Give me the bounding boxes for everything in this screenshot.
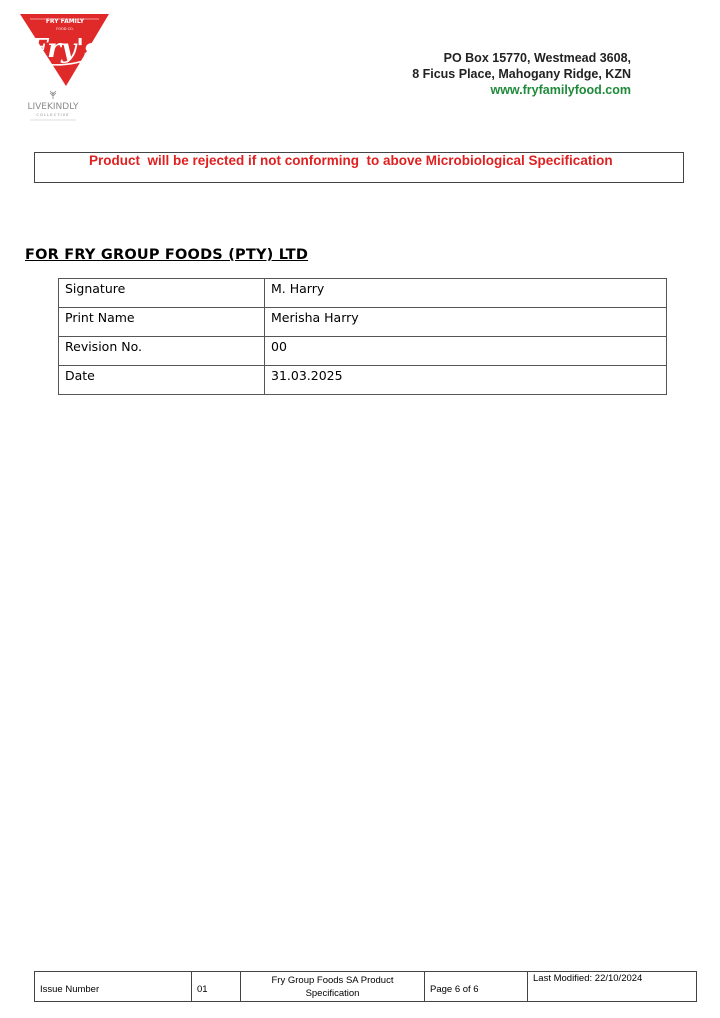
rejection-notice-text: Product will be rejected if not conforming to above Microbiological Specification <box>89 153 613 168</box>
footer-doc-title-line-2: Specification <box>305 987 360 999</box>
company-heading: FOR FRY GROUP FOODS (PTY) LTD <box>25 247 309 263</box>
frys-logo <box>18 12 113 124</box>
svg-text:COLLECTIVE: COLLECTIVE <box>36 112 70 117</box>
footer-doc-title <box>241 972 425 1002</box>
footer-doc-title-line-1: Fry Group Foods SA Product <box>271 974 394 986</box>
website-link[interactable]: www.fryfamilyfood.com <box>490 83 631 97</box>
signature-table-label: Signature <box>59 279 265 308</box>
signature-table-value: 00 <box>265 337 667 366</box>
frys-logo-graphic <box>18 12 113 124</box>
footer-issue-label: Issue Number <box>35 972 192 1002</box>
signature-table-label: Print Name <box>59 308 265 337</box>
rejection-notice-box <box>34 152 684 183</box>
svg-text:Fry's: Fry's <box>29 34 99 64</box>
company-address <box>412 50 631 98</box>
footer-issue-value: 01 <box>192 972 241 1002</box>
address-line-2: 8 Ficus Place, Mahogany Ridge, KZN <box>412 67 631 81</box>
footer-page-number: Page 6 of 6 <box>425 972 528 1002</box>
signature-table-row <box>59 279 667 308</box>
document-footer <box>34 971 697 1002</box>
signature-table-label: Date <box>59 366 265 395</box>
svg-text:LIVEKINDLY: LIVEKINDLY <box>27 102 79 112</box>
signature-table-label: Revision No. <box>59 337 265 366</box>
signature-table <box>58 278 667 395</box>
signature-table-value: 31.03.2025 <box>265 366 667 395</box>
signature-table-row <box>59 308 667 337</box>
svg-text:FRY FAMILY: FRY FAMILY <box>45 18 85 25</box>
signature-table-value: Merisha Harry <box>265 308 667 337</box>
address-line-1: PO Box 15770, Westmead 3608, <box>443 51 631 65</box>
footer-last-modified: Last Modified: 22/10/2024 <box>528 972 697 1002</box>
signature-table-row <box>59 337 667 366</box>
signature-table-row <box>59 366 667 395</box>
svg-text:FOOD CO.: FOOD CO. <box>56 27 74 31</box>
signature-table-value: M. Harry <box>265 279 667 308</box>
